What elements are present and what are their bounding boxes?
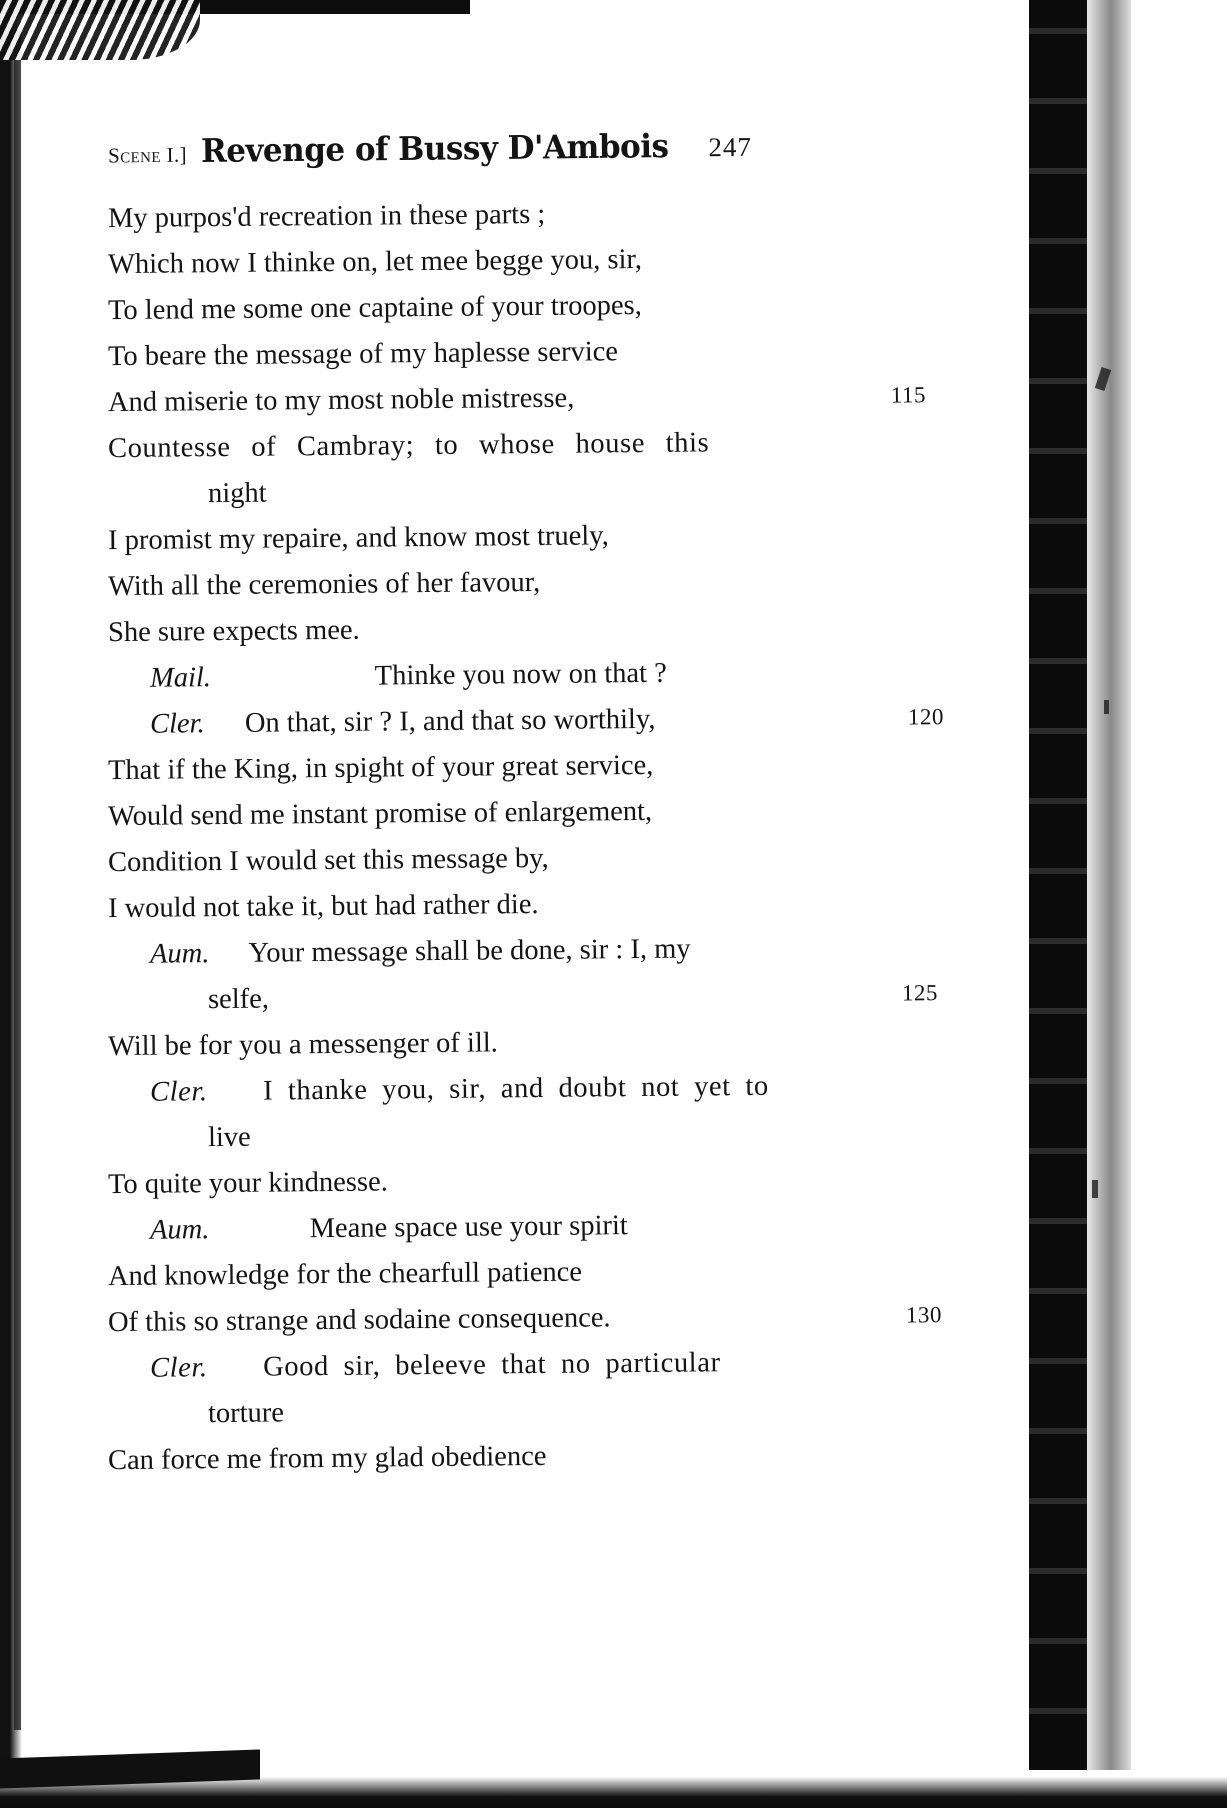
page-left-scan-shadow: [14, 30, 21, 1730]
verse-line-turnover: [108, 464, 968, 518]
line-text: Thinke you now on that ?: [374, 657, 667, 692]
line-number: 115: [890, 382, 927, 408]
verse-line: [108, 188, 968, 242]
line-text: Condition I would set this message by,: [107, 842, 549, 879]
scene-label: Scene I.]: [107, 142, 188, 168]
verse-line: [108, 1016, 968, 1070]
line-text: Can force me from my glad obedience: [107, 1440, 547, 1477]
line-text: Will be for you a messenger of ill.: [107, 1027, 498, 1063]
verse-lines: [108, 192, 968, 1480]
line-text: live: [207, 1121, 251, 1154]
line-text: selfe,: [207, 983, 270, 1016]
verse-line: [108, 740, 968, 794]
line-text: To beare the message of my haplesse service: [107, 336, 619, 373]
page-corner-artifact: [0, 0, 200, 60]
line-text: Countesse of Cambray; to whose house this: [107, 427, 710, 465]
verse-line: [108, 1292, 968, 1346]
line-text: I thanke you, sir, and doubt not yet to: [262, 1070, 769, 1107]
line-text: Your message shall be done, sir : I, my: [248, 933, 691, 969]
line-text: And miserie to my most noble mistresse,: [107, 382, 575, 419]
verse-line: [108, 878, 968, 932]
verse-line-turnover: [108, 970, 968, 1024]
line-text: And knowledge for the chearfull patience: [107, 1256, 583, 1293]
page-number: 247: [708, 131, 753, 163]
page-gutter-shadow: [1029, 0, 1087, 1770]
line-text: To lend me some one captaine of your troopes,: [107, 290, 642, 327]
line-text: Which now I thinke on, let mee begge you, sir,: [107, 244, 643, 281]
speech-gap: [218, 685, 368, 686]
speaker-label: Mail.: [149, 662, 212, 694]
verse-line: [108, 1246, 968, 1300]
line-text: On that, sir ? I, and that so worthily,: [244, 703, 656, 739]
verse-line: [108, 280, 968, 334]
verse-line-speech: [108, 648, 968, 702]
ink-speck: [1104, 700, 1109, 714]
running-head: [108, 125, 968, 170]
ink-speck: [1092, 1180, 1098, 1198]
line-text: She sure expects mee.: [107, 614, 360, 649]
page-text-block: [107, 127, 968, 1480]
speaker-label: Aum.: [149, 1214, 210, 1246]
line-text: Of this so strange and sodaine consequence.: [107, 1302, 611, 1339]
line-number: 130: [905, 1302, 943, 1328]
speaker-label: Cler.: [149, 1352, 208, 1384]
line-text: Good sir, beleeve that no particular: [262, 1347, 721, 1383]
line-text: To quite your kindnesse.: [107, 1166, 388, 1201]
line-text: With all the ceremonies of her favour,: [107, 566, 541, 603]
verse-line: [108, 1154, 968, 1208]
verse-line: [108, 372, 968, 426]
verse-line: [108, 418, 968, 472]
page-gutter-halftone: [1081, 0, 1131, 1770]
line-text: That if the King, in spight of your great service,: [107, 749, 654, 787]
line-text: My purpos'd recreation in these parts ;: [107, 198, 546, 235]
verse-line: [108, 832, 968, 886]
speaker-label: Cler.: [149, 1076, 208, 1108]
verse-line-speech: [108, 694, 968, 748]
verse-line: [108, 234, 968, 288]
verse-line-speech: [108, 1338, 968, 1392]
speaker-label: Cler.: [149, 708, 205, 740]
book-title: Revenge of Bussy D'Ambois: [200, 127, 669, 171]
verse-line-turnover: [108, 1108, 968, 1162]
line-number: 125: [901, 980, 939, 1006]
verse-line-speech: [108, 1200, 968, 1254]
line-number: 120: [907, 704, 945, 730]
verse-line: [108, 510, 968, 564]
line-text: I promist my repaire, and know most truely,: [107, 520, 609, 557]
line-text: torture: [207, 1397, 285, 1430]
speaker-label: Aum.: [149, 938, 210, 970]
page-right-margin: [1131, 0, 1227, 1808]
verse-line: [108, 326, 968, 380]
line-text: I would not take it, but had rather die.: [107, 888, 539, 925]
verse-line: [108, 556, 968, 610]
verse-line-turnover: [108, 1384, 968, 1438]
verse-line: [108, 1430, 968, 1484]
verse-line: [108, 602, 968, 656]
speech-gap: [217, 1237, 303, 1238]
line-text: Meane space use your spirit: [309, 1210, 628, 1245]
line-text: night: [207, 477, 267, 510]
verse-line: [108, 786, 968, 840]
verse-line-speech: [108, 1062, 968, 1116]
verse-line-speech: [108, 924, 968, 978]
line-text: Would send me instant promise of enlargement,: [107, 795, 653, 833]
